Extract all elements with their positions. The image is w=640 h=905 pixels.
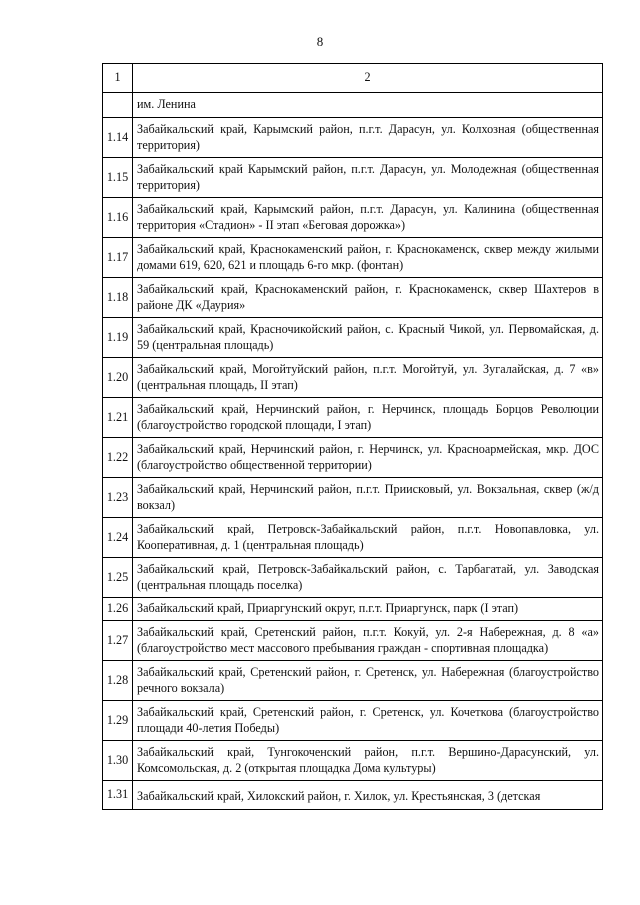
- row-text-cell: Забайкальский край, Сретенский район, г. Сретенск, ул. Кочеткова (благоустройство площади 40-летия Победы): [133, 701, 603, 741]
- row-text-cell: Забайкальский край, Хилокский район, г. Хилок, ул. Крестьянская, 3 (детская: [133, 781, 603, 810]
- table-row: [103, 621, 603, 661]
- row-number-cell: 1.17: [103, 238, 133, 278]
- row-number-cell: 1.30: [103, 741, 133, 781]
- table-row: [103, 741, 603, 781]
- table-row: [103, 118, 603, 158]
- row-number-cell: 1.14: [103, 118, 133, 158]
- row-number-cell: 1.27: [103, 621, 133, 661]
- row-text-cell: Забайкальский край, Тунгокоченский район, п.г.т. Вершино-Дарасунский, ул. Комсомольская, д. 2 (открытая площадка Дома культуры): [133, 741, 603, 781]
- header-cell-col2: 2: [133, 64, 603, 93]
- row-number-cell: 1.15: [103, 158, 133, 198]
- table-row: [103, 598, 603, 621]
- table-row: [103, 781, 603, 810]
- row-text-cell: Забайкальский край, Нерчинский район, п.г.т. Приисковый, ул. Вокзальная, сквер (ж/д вокзал): [133, 478, 603, 518]
- row-number-cell: 1.31: [103, 781, 133, 810]
- table-row: [103, 318, 603, 358]
- row-text-cell: Забайкальский край, Могойтуйский район, п.г.т. Могойтуй, ул. Зугалайская, д. 7 «в» (центральная площадь, II этап): [133, 358, 603, 398]
- table-row: [103, 438, 603, 478]
- table-row: [103, 661, 603, 701]
- table-row: [103, 518, 603, 558]
- row-text-cell: Забайкальский край, Краснокаменский район, г. Краснокаменск, сквер между жилыми домами 619, 620, 621 и площадь 6-го мкр. (фонтан): [133, 238, 603, 278]
- row-number-cell: 1.29: [103, 701, 133, 741]
- row-number-cell: 1.23: [103, 478, 133, 518]
- table-row: [103, 398, 603, 438]
- table-row: [103, 358, 603, 398]
- table-row: [103, 158, 603, 198]
- row-text-cell: Забайкальский край, Нерчинский район, г. Нерчинск, ул. Красноармейская, мкр. ДОС (благоустройство общественной территории): [133, 438, 603, 478]
- row-text-cell: Забайкальский край, Петровск-Забайкальский район, п.г.т. Новопавловка, ул. Кооперативная, д. 1 (центральная площадь): [133, 518, 603, 558]
- row-number-cell: 1.24: [103, 518, 133, 558]
- row-text-cell: Забайкальский край, Карымский район, п.г.т. Дарасун, ул. Калинина (общественная территория «Стадион» - II этап «Беговая дорожка»): [133, 198, 603, 238]
- page-number: 8: [316, 34, 324, 49]
- row-text-cell: Забайкальский край, Сретенский район, п.г.т. Кокуй, ул. 2-я Набережная, д. 8 «а» (благоустройство мест массового пребывания граждан - спортивная площадка): [133, 621, 603, 661]
- row-number-cell: 1.26: [103, 598, 133, 621]
- row-text-cell: Забайкальский край, Краснокаменский район, г. Краснокаменск, сквер Шахтеров в районе ДК «Даурия»: [133, 278, 603, 318]
- table-row: [103, 278, 603, 318]
- header-cell-col1: 1: [103, 64, 133, 93]
- row-text-cell: Забайкальский край, Петровск-Забайкальский район, с. Тарбагатай, ул. Заводская (центральная площадь поселка): [133, 558, 603, 598]
- row-number-cell: 1.20: [103, 358, 133, 398]
- object-table: [102, 63, 603, 810]
- row-number-cell: 1.16: [103, 198, 133, 238]
- table-row: [103, 558, 603, 598]
- row-number-cell: [103, 93, 133, 118]
- row-number-cell: 1.18: [103, 278, 133, 318]
- row-text-cell: им. Ленина: [133, 93, 603, 118]
- row-text-cell: Забайкальский край, Карымский район, п.г.т. Дарасун, ул. Колхозная (общественная территория): [133, 118, 603, 158]
- row-number-cell: 1.21: [103, 398, 133, 438]
- table-row: [103, 701, 603, 741]
- table-row: [103, 478, 603, 518]
- continuation-row: [103, 93, 603, 118]
- table-header-row: [103, 64, 603, 93]
- row-number-cell: 1.22: [103, 438, 133, 478]
- row-text-cell: Забайкальский край, Нерчинский район, г. Нерчинск, площадь Борцов Революции (благоустройство городской площади, I этап): [133, 398, 603, 438]
- row-text-cell: Забайкальский край, Сретенский район, г. Сретенск, ул. Набережная (благоустройство речного вокзала): [133, 661, 603, 701]
- row-text-cell: Забайкальский край, Красночикойский район, с. Красный Чикой, ул. Первомайская, д. 59 (центральная площадь): [133, 318, 603, 358]
- row-text-cell: Забайкальский край, Приаргунский округ, п.г.т. Приаргунск, парк (I этап): [133, 598, 603, 621]
- row-text-cell: Забайкальский край Карымский район, п.г.т. Дарасун, ул. Молодежная (общественная территория): [133, 158, 603, 198]
- row-number-cell: 1.28: [103, 661, 133, 701]
- table-row: [103, 238, 603, 278]
- row-number-cell: 1.25: [103, 558, 133, 598]
- row-number-cell: 1.19: [103, 318, 133, 358]
- table-row: [103, 198, 603, 238]
